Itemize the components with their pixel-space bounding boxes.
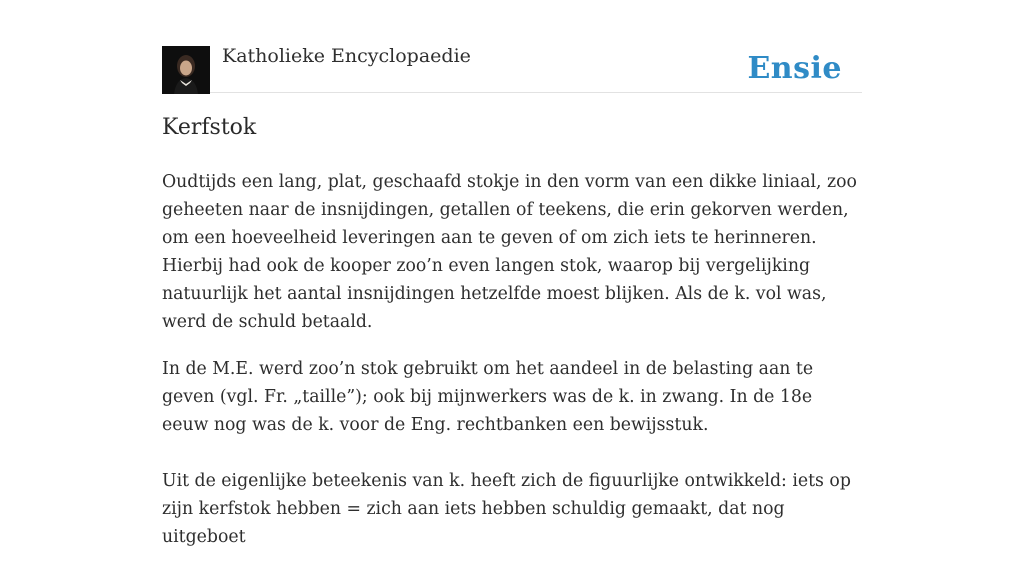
paragraph: In de M.E. werd zoo’n stok gebruikt om het aandeel in de belasting aan te geven (vgl. Fr. „taille”); ook bij mijnwerkers was de k. in zwang. In de 18e eeuw nog was de k. voor de Eng. rechtbanken een bewijsstuk.	[162, 359, 814, 435]
portrait-image	[162, 46, 210, 94]
brand-logo[interactable]: Ensie	[747, 51, 842, 86]
paragraph: Oudtijds een lang, plat, geschaafd stokje in den vorm van een dikke liniaal, zoo geheeten naar de insnijdingen, getallen of teekens, die erin gekorven werden, om een hoeveelheid leveringen aan te geven of om zich iets te herinneren. Hierbij had ook de kooper zoo’n even langen stok, waarop bij vergelijking natuurlijk het aantal insnijdingen hetzelfde moest blijken. Als de k. vol was, werd de schuld betaald.	[162, 172, 857, 332]
article-body	[162, 168, 862, 570]
article-title: Kerfstok	[162, 115, 257, 140]
page	[162, 0, 862, 547]
paragraph: Uit de eigenlijke beteekenis van k. heeft zich de figuurlijke ontwikkeld: iets op zijn kerfstok hebben = zich aan iets hebben schuldig gemaakt, dat nog uitgeboet	[162, 471, 851, 547]
source-title[interactable]: Katholieke Encyclopaedie	[222, 45, 471, 67]
header	[162, 0, 862, 93]
avatar[interactable]	[162, 46, 210, 94]
